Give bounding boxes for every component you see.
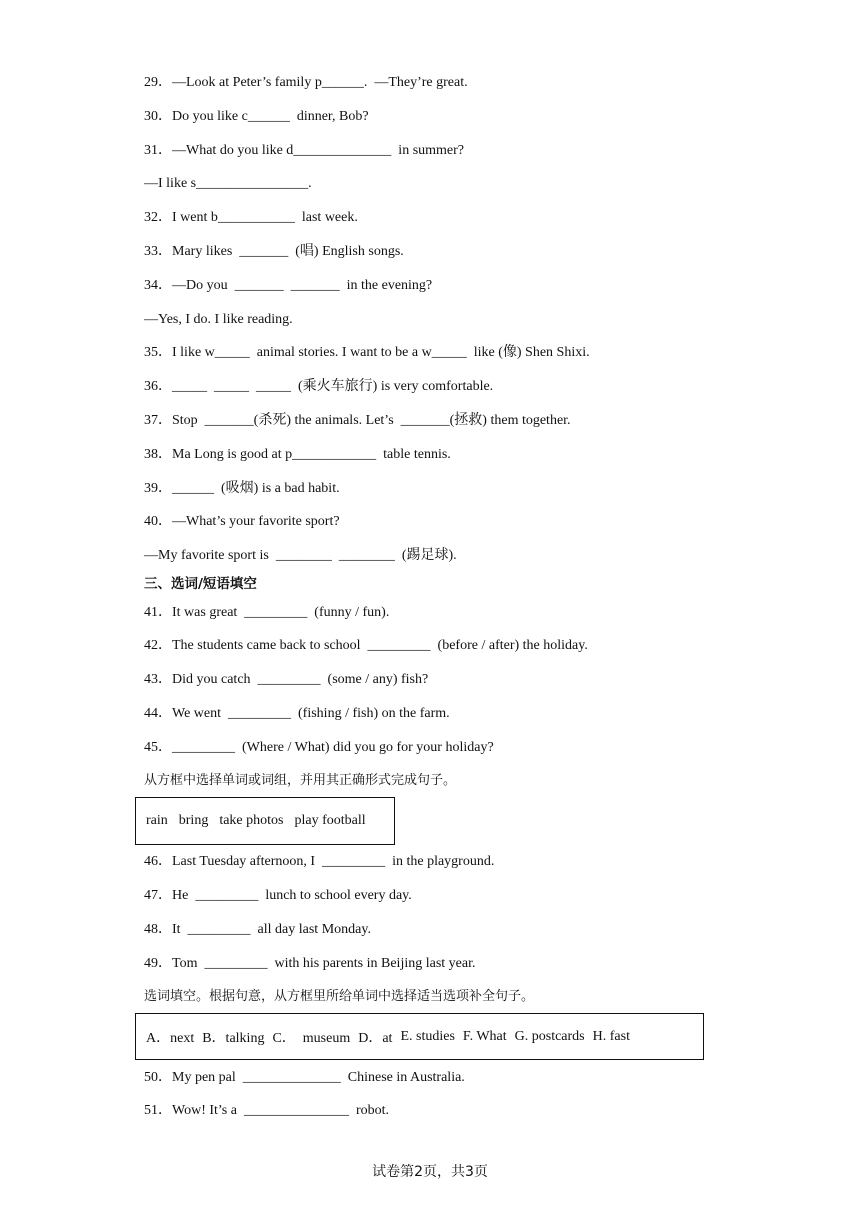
question-43: 43．Did you catch _________ (some / any) fish? <box>144 672 429 687</box>
question-40: 40．—What’s your favorite sport? <box>144 514 340 529</box>
word-box-2 <box>135 1013 704 1060</box>
word-box-2-item: D．at <box>358 1030 393 1046</box>
question-34-answer: —Yes, I do. I like reading. <box>144 312 293 327</box>
question-38: 38．Ma Long is good at p____________ table tennis. <box>144 447 451 462</box>
word-box-2-item: G. postcards <box>514 1028 585 1044</box>
question-29: 29．—Look at Peter’s family p______. —They’re great. <box>144 75 468 90</box>
page-footer: 试卷第2页，共3页 <box>372 1164 488 1180</box>
instruction-word-box-1: 从方框中选择单词或词组，并用其正确形式完成句子。 <box>144 773 457 788</box>
word-box-2-item: H. fast <box>592 1028 630 1044</box>
word-box-2-item: F. What <box>462 1028 507 1044</box>
question-49: 49．Tom _________ with his parents in Beijing last year. <box>144 956 476 971</box>
word-box-1-item: rain <box>146 813 168 828</box>
word-box-1 <box>135 797 395 845</box>
question-41: 41．It was great _________ (funny / fun). <box>144 605 390 620</box>
section-title-3: 三、选词/短语填空 <box>144 576 257 592</box>
question-42: 42．The students came back to school _________ (before / after) the holiday. <box>144 638 588 653</box>
question-51: 51．Wow! It’s a _______________ robot. <box>144 1103 390 1118</box>
word-box-2-item: B．talking <box>202 1030 265 1046</box>
question-31: 31．—What do you like d______________ in summer? <box>144 143 465 158</box>
question-35: 35．I like w_____ animal stories. I want to be a w_____ like (像) Shen Shixi. <box>144 345 590 360</box>
word-box-1-item: bring <box>178 813 209 828</box>
question-37: 37．Stop _______(杀死) the animals. Let’s _______(拯救) them together. <box>144 413 571 428</box>
question-31-answer: —I like s________________. <box>144 176 312 191</box>
question-45: 45．_________ (Where / What) did you go for your holiday? <box>144 740 494 755</box>
question-39: 39．______ (吸烟) is a bad habit. <box>144 481 340 496</box>
question-36: 36．_____ _____ _____ (乘火车旅行) is very comfortable. <box>144 379 494 394</box>
question-33: 33．Mary likes _______ (唱) English songs. <box>144 244 404 259</box>
word-box-2-item: C． museum <box>272 1030 351 1046</box>
question-34: 34．—Do you _______ _______ in the evening? <box>144 278 433 293</box>
question-40-answer: —My favorite sport is ________ ________ (踢足球). <box>144 548 457 563</box>
question-46: 46．Last Tuesday afternoon, I _________ in the playground. <box>144 854 495 869</box>
word-box-1-item: play football <box>294 813 366 828</box>
question-30: 30．Do you like c______ dinner, Bob? <box>144 109 369 124</box>
question-48: 48．It _________ all day last Monday. <box>144 922 371 937</box>
word-box-1-item: take photos <box>219 813 284 828</box>
question-44: 44．We went _________ (fishing / fish) on the farm. <box>144 706 450 721</box>
question-32: 32．I went b___________ last week. <box>144 210 358 225</box>
question-47: 47．He _________ lunch to school every day. <box>144 888 412 903</box>
instruction-word-box-2: 选词填空。根据句意，从方框里所给单词中选择适当选项补全句子。 <box>144 989 535 1004</box>
word-box-2-item: A．next <box>146 1030 195 1046</box>
question-50: 50．My pen pal ______________ Chinese in Australia. <box>144 1070 465 1085</box>
word-box-2-item: E. studies <box>400 1028 455 1044</box>
